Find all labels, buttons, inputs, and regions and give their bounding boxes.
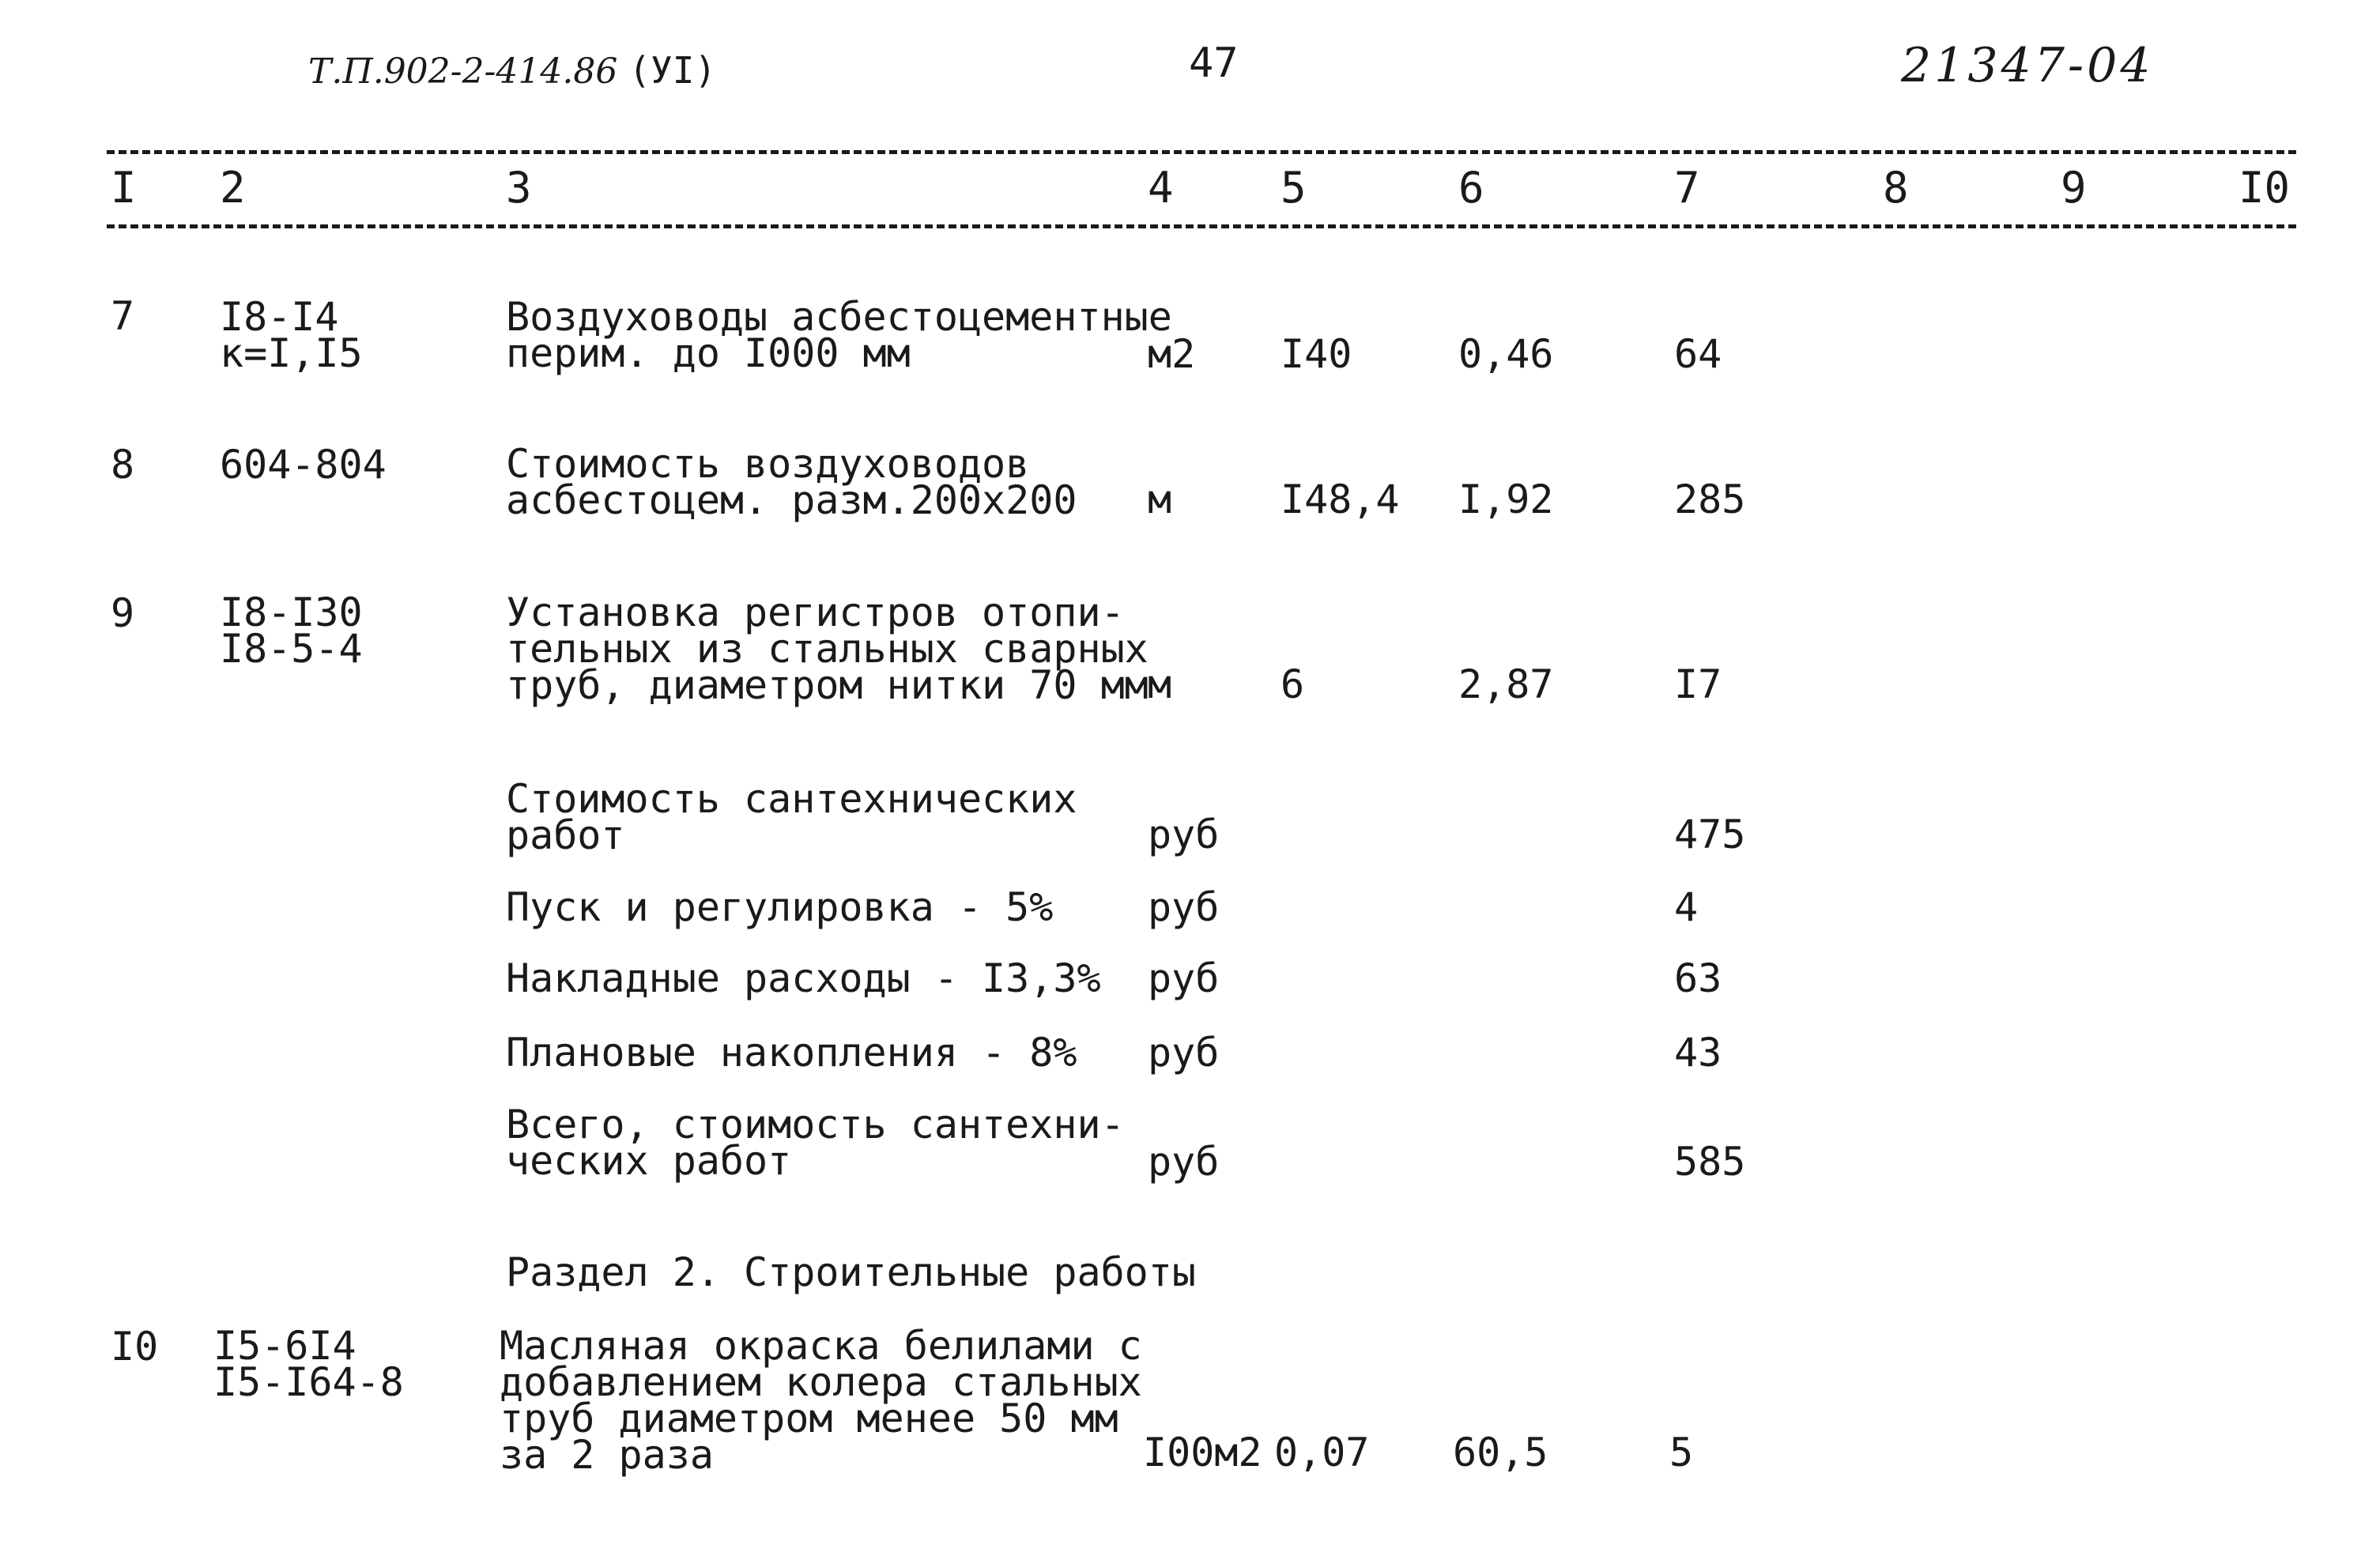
column-header-1: I (111, 163, 137, 213)
row-7-price: 0,46 (1458, 331, 1554, 377)
row-8-code: 604-804 (220, 442, 387, 488)
summary-overhead-unit: руб (1148, 955, 1220, 1001)
summary-planned-savings-unit: руб (1148, 1030, 1220, 1076)
row-9-total: I7 (1674, 661, 1722, 707)
row-10-price: 60,5 (1453, 1430, 1548, 1475)
section-2-title: Раздел 2. Строительные работы (506, 1249, 1196, 1295)
summary-overhead-label: Накладные расходы - I3,3% (506, 955, 1101, 1001)
summary-startup-unit: руб (1148, 884, 1220, 930)
column-header-8: 8 (1883, 163, 1909, 213)
row-10-code: I5-6I4 I5-I64-8 (213, 1323, 404, 1405)
row-10-number: I0 (111, 1324, 159, 1370)
row-8-total: 285 (1674, 477, 1746, 522)
row-7-number: 7 (111, 293, 135, 339)
summary-sanitary-cost-unit: руб (1148, 812, 1220, 857)
document-number: 21347-04 (1901, 38, 2154, 93)
column-header-3: 3 (506, 163, 532, 213)
column-header-4: 4 (1148, 163, 1174, 213)
row-7-quantity: I40 (1281, 331, 1352, 377)
row-8-quantity: I48,4 (1281, 477, 1400, 522)
column-header-9: 9 (2061, 163, 2087, 213)
summary-grand-total-unit: руб (1148, 1139, 1220, 1185)
row-8-description: Стоимость воздуховодов асбестоцем. разм.200х200 (506, 441, 1077, 523)
row-9-price: 2,87 (1458, 661, 1554, 707)
column-header-10: I0 (2239, 163, 2291, 213)
project-code (308, 49, 716, 92)
row-9-quantity: 6 (1281, 661, 1305, 707)
column-header-5: 5 (1281, 163, 1307, 213)
row-9-description: Установка регистров отопи- тельных из стальных сварных труб, диаметром нитки 70 мм (506, 590, 1149, 708)
summary-overhead-total: 63 (1674, 955, 1722, 1001)
row-7-total: 64 (1674, 331, 1722, 377)
row-10-description: Масляная окраска белилами с добавлением колера стальных труб диаметром менее 50 мм за 2 раза (500, 1323, 1142, 1478)
row-9-code: I8-I30 I8-5-4 (220, 590, 363, 672)
header-divider-top (107, 150, 2296, 154)
summary-sanitary-cost-total: 475 (1674, 812, 1746, 857)
summary-grand-total-value: 585 (1674, 1139, 1746, 1185)
summary-planned-savings-total: 43 (1674, 1030, 1722, 1076)
row-8-number: 8 (111, 442, 135, 488)
row-7-unit: м2 (1148, 331, 1196, 377)
row-9-number: 9 (111, 590, 135, 636)
summary-planned-savings-label: Плановые накопления - 8% (506, 1030, 1077, 1076)
row-9-unit: м (1148, 661, 1172, 707)
row-7-description: Воздуховоды асбестоцементные перим. до I000 мм (506, 294, 1172, 376)
row-8-unit: м (1148, 477, 1172, 522)
row-10-quantity: 0,07 (1274, 1430, 1370, 1475)
header-divider-bottom (107, 224, 2296, 228)
column-header-7: 7 (1674, 163, 1700, 213)
column-header-2: 2 (220, 163, 246, 213)
row-8-price: I,92 (1458, 477, 1554, 522)
project-code-text: Т.П.902-2-414.86 (308, 51, 618, 92)
row-10-total: 5 (1669, 1430, 1694, 1475)
summary-startup-total: 4 (1674, 884, 1699, 930)
page-number: 47 (1189, 40, 1239, 87)
row-10-unit: I00м2 (1143, 1430, 1262, 1475)
summary-startup-label: Пуск и регулировка - 5% (506, 884, 1054, 930)
volume-label: (УI) (628, 49, 717, 92)
summary-sanitary-cost-label: Стоимость сантехнических работ (506, 776, 1077, 858)
summary-grand-total-label: Всего, стоимость сантехни- ческих работ (506, 1102, 1125, 1184)
column-header-6: 6 (1458, 163, 1484, 213)
row-7-code: I8-I4 к=I,I5 (220, 294, 363, 376)
